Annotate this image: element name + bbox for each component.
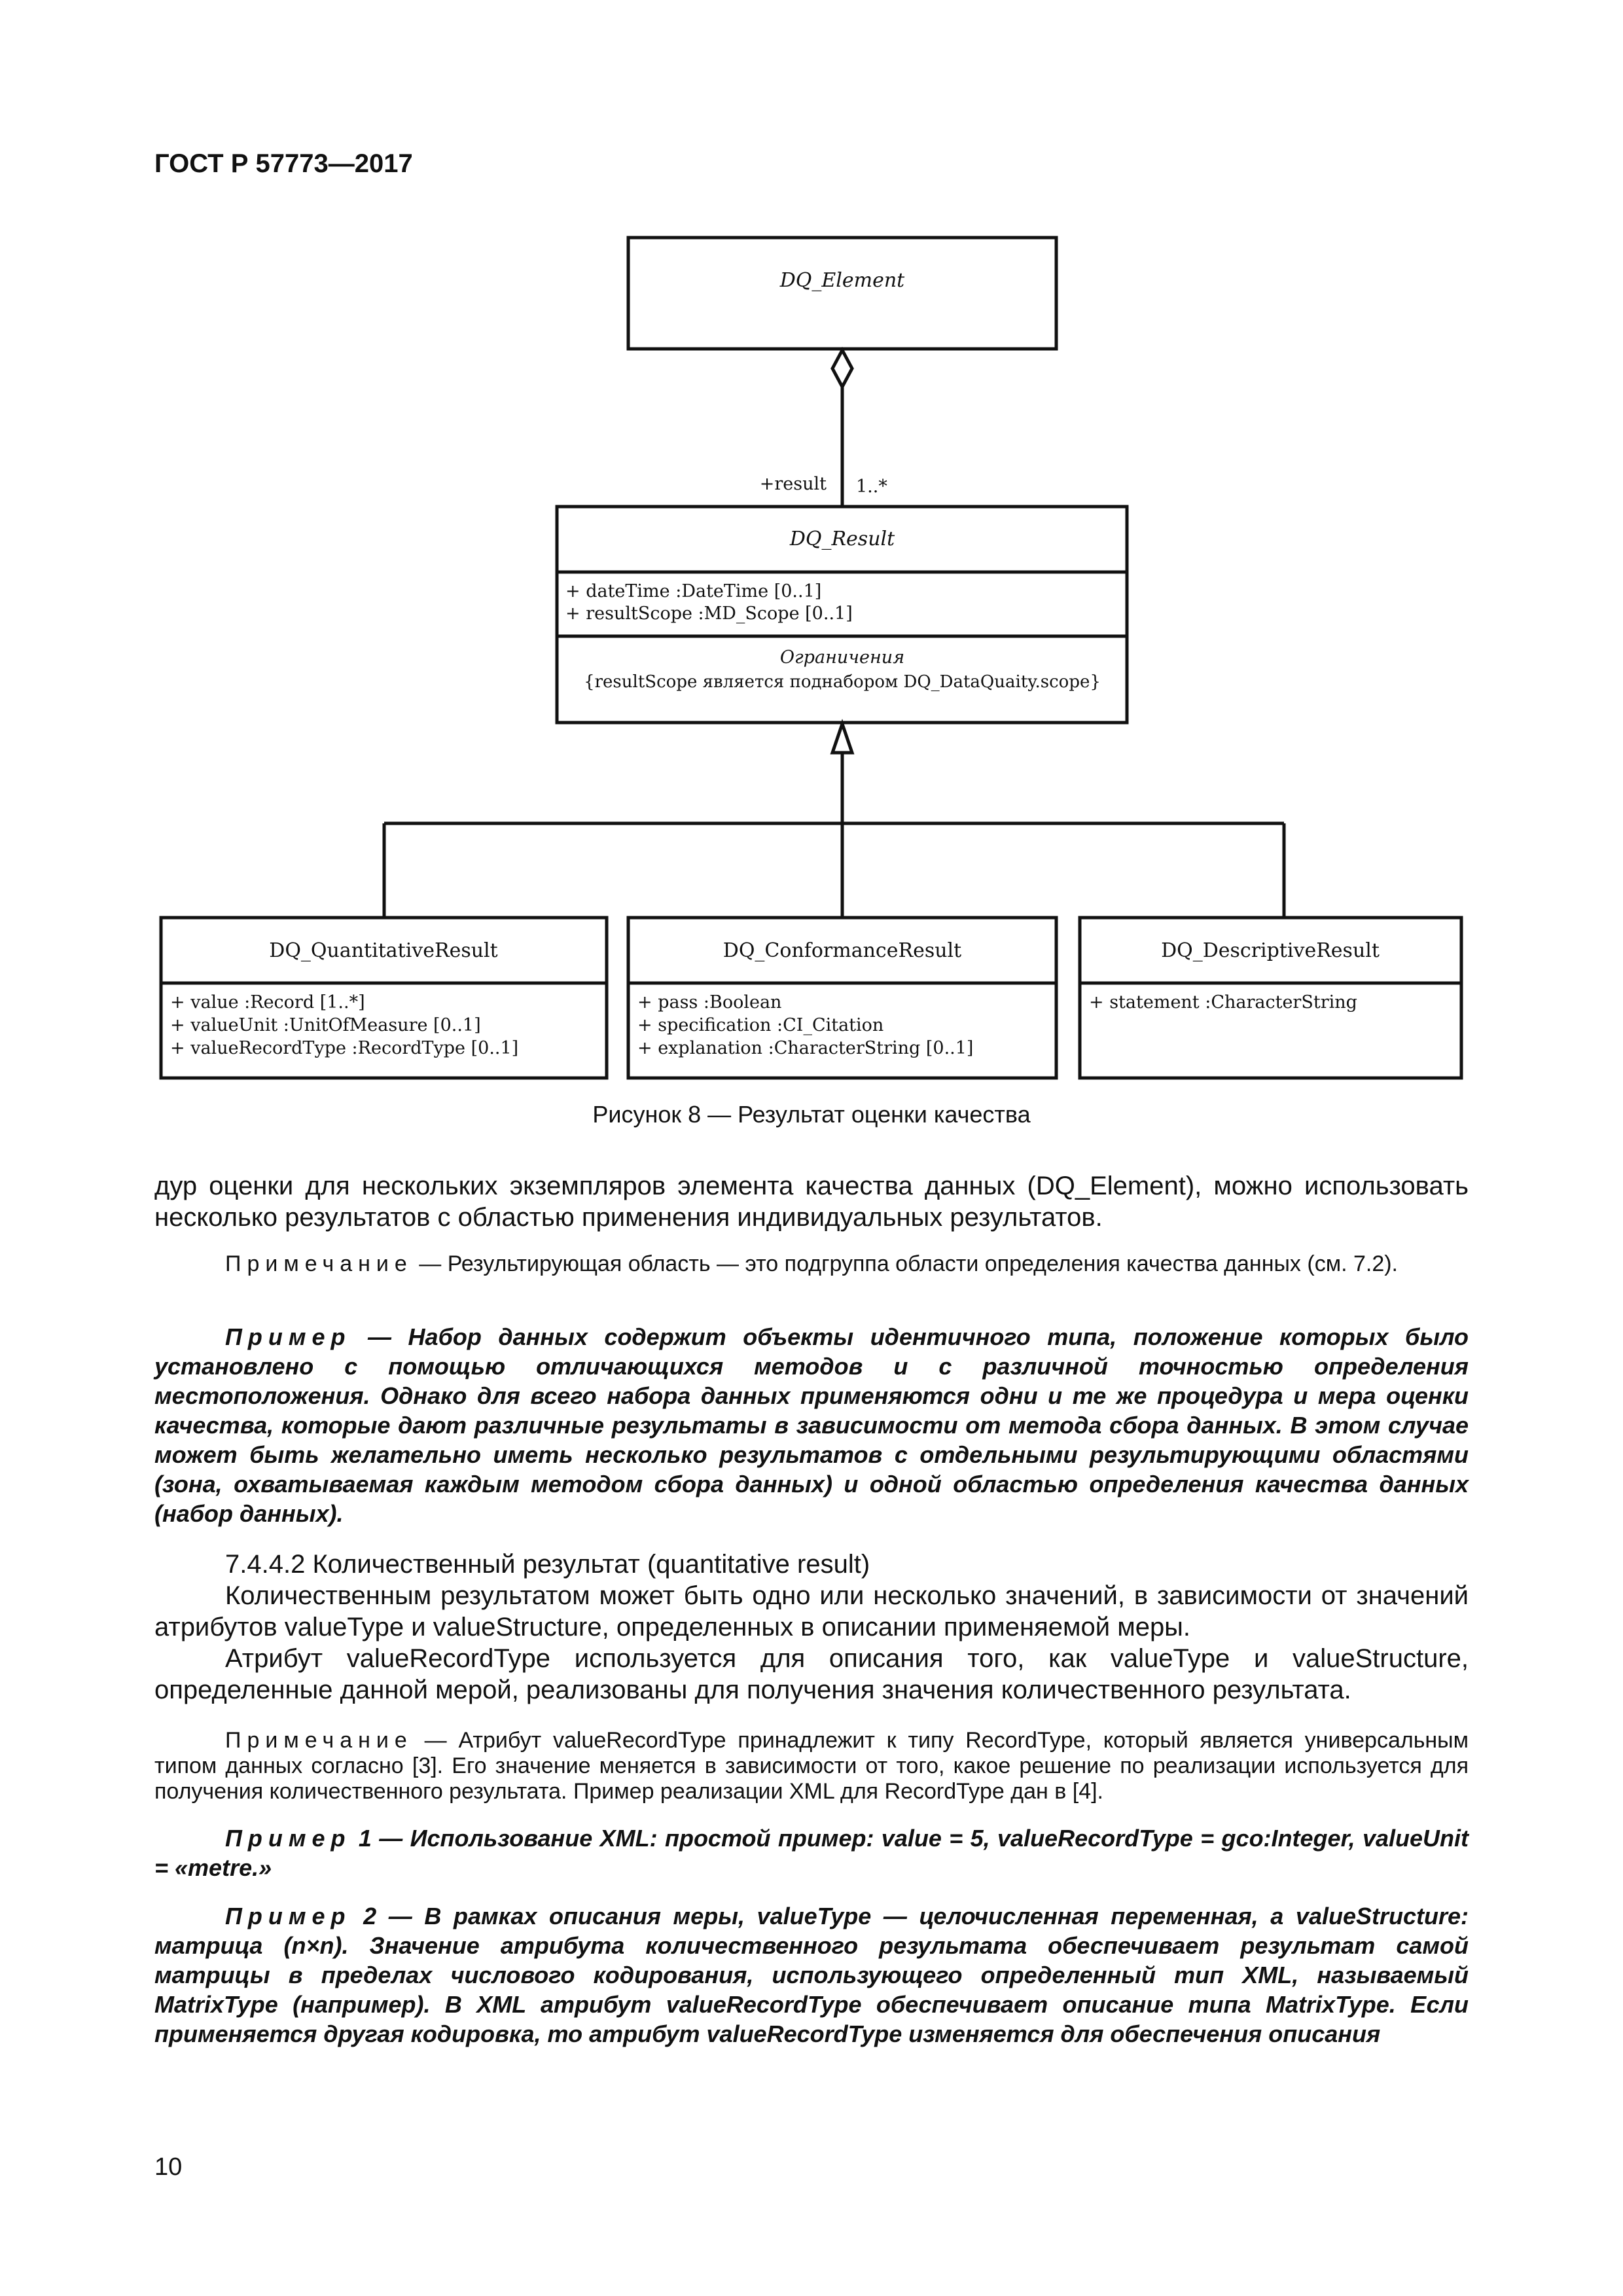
quantitative-attr-3: + valueRecordType :RecordType [0..1] <box>170 1038 519 1058</box>
conformance-attr-2: + specification :CI_Citation <box>637 1015 884 1035</box>
example-2-text: 1 — Использование XML: простой пример: value = 5, valueRecordType = gco:Integer, valueUnit = «metre.» <box>154 1825 1469 1881</box>
descriptive-name: DQ_DescriptiveResult <box>1161 939 1380 962</box>
uml-class-dq-element <box>628 238 1056 349</box>
quantitative-attr-2: + valueUnit :UnitOfMeasure [0..1] <box>170 1015 481 1035</box>
section-block <box>154 1549 1469 1706</box>
note-1-text: — Результирующая область — это подгруппа области определения качества данных (см. 7.2). <box>412 1251 1398 1276</box>
figure-caption: Рисунок 8 — Результат оценки качества <box>592 1101 1031 1128</box>
section-heading: 7.4.4.2 Количественный результат (quantitative result) <box>225 1550 870 1579</box>
note-2-text: — Атрибут valueRecordType принадлежит к типу RecordType, который является универсальным типом данных согласно [3]. Его значение меняется в зависимости от того, какое решение по реализации используется для получения количественного результата. Пример реализации XML для RecordType дан в [4]. <box>154 1728 1469 1804</box>
dq-result-attr-1: + dateTime :DateTime [0..1] <box>565 581 822 601</box>
example-2 <box>154 1823 1469 1882</box>
paragraph-3: Атрибут valueRecordType используется для описания того, как valueType и valueStructure, определенные данной мерой, реализованы для получения значения количественного результата. <box>154 1644 1469 1704</box>
example-3-label: Пример <box>225 1903 351 1929</box>
example-2-label: Пример <box>225 1825 351 1852</box>
generalization-triangle-icon <box>832 724 852 753</box>
dq-result-constraint-title: Ограничения <box>779 647 905 668</box>
note-2-label: Примечание <box>225 1728 413 1753</box>
association-multiplicity: 1..* <box>856 476 887 497</box>
note-2 <box>154 1728 1469 1804</box>
note-1 <box>154 1251 1469 1277</box>
paragraph-2: Количественным результатом может быть одно или несколько значений, в зависимости от значений атрибутов valueType и valueStructure, определенных в описании применяемой меры. <box>154 1581 1469 1641</box>
quantitative-name: DQ_QuantitativeResult <box>269 939 498 962</box>
dq-result-attr-2: + resultScope :MD_Scope [0..1] <box>565 603 853 624</box>
note-1-label: Примечание <box>225 1251 413 1276</box>
example-1-text: — Набор данных содержит объекты идентичного типа, положение которых было установлено с помощью отличающихся методов и с различной точностью определения местоположения. Однако для всего набора данных применяются одни и те же процедура и мера оценки качества, которые дают различные результаты в зависимости от метода сбора данных. В этом случае может быть желательно иметь несколько результатов с отдельными результирующими областями (зона, охватываемая каждым методом сбора данных) и одной областью определения качества данных (набор данных). <box>154 1323 1469 1527</box>
conformance-name: DQ_ConformanceResult <box>722 939 962 962</box>
aggregation-diamond-icon <box>832 350 852 387</box>
example-1 <box>154 1322 1469 1528</box>
association-role: +result <box>759 474 827 494</box>
page-number: 10 <box>154 2153 183 2181</box>
example-3 <box>154 1901 1469 2049</box>
uml-class-diagram <box>0 0 1623 1113</box>
document-header: ГОСТ Р 57773—2017 <box>154 149 413 178</box>
quantitative-attr-1: + value :Record [1..*] <box>170 992 365 1013</box>
dq-result-name: DQ_Result <box>789 528 895 550</box>
conformance-attr-3: + explanation :CharacterString [0..1] <box>637 1038 974 1058</box>
example-3-text: 2 — В рамках описания меры, valueType — целочисленная переменная, а valueStructure: матрица (n×n). Значение атрибута количественного результата обеспечивает результат самой матрицы в пределах числового кодирования, использующего определенный тип XML, называемый MatrixType (например). В XML атрибут valueRecordType обеспечивает описание типа MatrixType. Если применяется другая кодировка, то атрибут valueRecordType изменяется для обеспечения описания <box>154 1903 1469 2047</box>
dq-element-name: DQ_Element <box>779 269 905 292</box>
paragraph-1: дур оценки для нескольких экземпляров элемента качества данных (DQ_Element), можно использовать несколько результатов с областью применения индивидуальных результатов. <box>154 1172 1469 1232</box>
conformance-attr-1: + pass :Boolean <box>637 992 782 1013</box>
body-block-1 <box>154 1170 1469 1233</box>
dq-result-constraint-text: {resultScope является поднабором DQ_DataQuaity.scope} <box>584 672 1101 692</box>
descriptive-attr-1: + statement :CharacterString <box>1089 992 1357 1013</box>
example-1-label: Пример <box>225 1323 351 1350</box>
